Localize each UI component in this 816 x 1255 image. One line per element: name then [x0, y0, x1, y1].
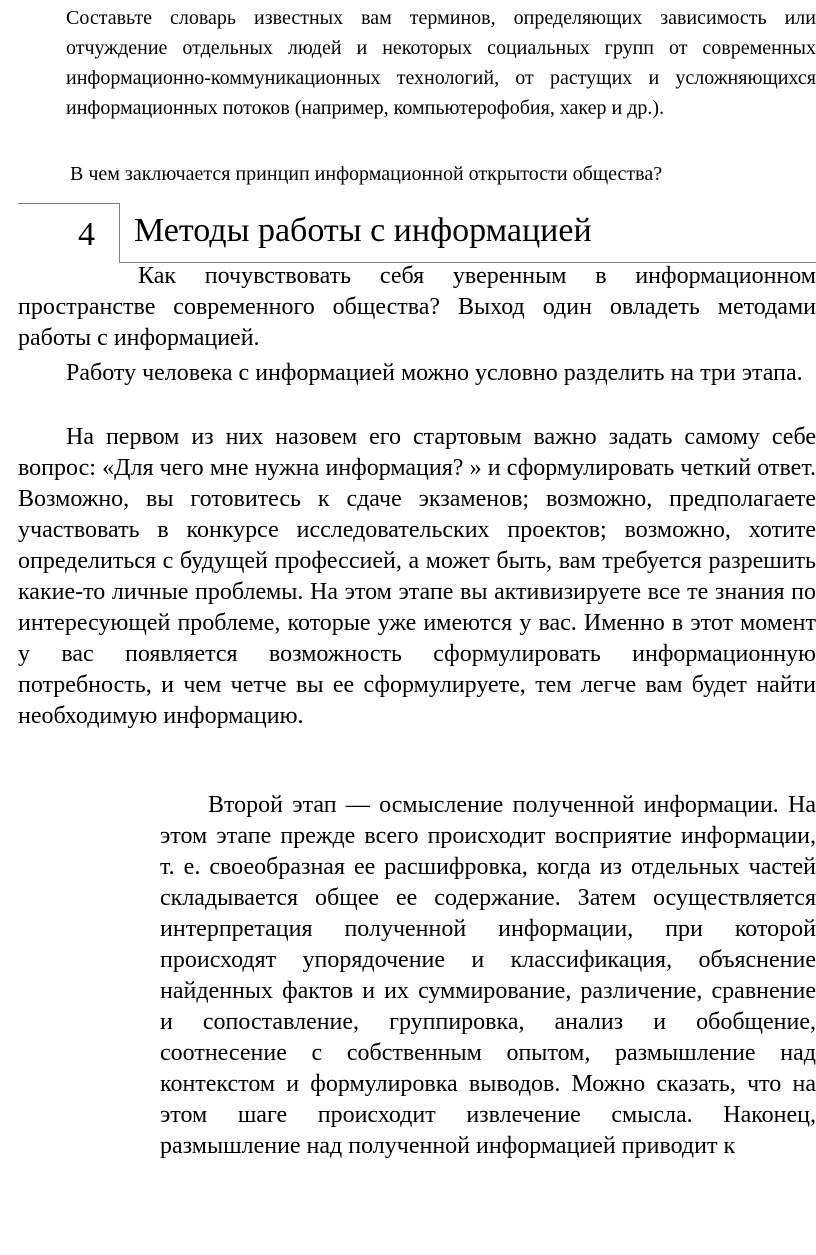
paragraph-text: На первом из них назовем его стартовым важно задать самому себе вопрос: «Для чего мне нужна информация? » и сформулировать четкий ответ. Возможно, вы готовитесь к сдаче экзаменов; возможно, предполагаете участвовать в конкурсе исследовательских проектов; возможно, хотите определиться с будущей профессией, а может быть, вам требуется разрешить какие-то личные проблемы. На этом этапе вы активизируете все те знания по интересующей проблеме, которые уже имеются у вас. Именно в этот момент у вас появляется возможность сформулировать информационную потребность, и чем четче вы ее сформулируете, тем легче вам будет найти необходимую информацию. [18, 424, 816, 729]
section-heading [18, 203, 816, 263]
heading-vertical-rule [119, 203, 120, 263]
paragraph-text: Работу человека с информацией можно условно разделить на три этапа. [66, 360, 803, 386]
paragraph-3 [18, 422, 816, 732]
question-paragraph: В чем заключается принцип информационной открытости общества? [70, 163, 663, 185]
task-paragraph: Составьте словарь известных вам терминов, определяющих зависимость или отчуждение отдельных людей и некоторых социальных групп от современных информационно-коммуникационных технологий, от растущих и усложняющихся информационных потоков (например, компьютерофобия, хакер и др.). [66, 7, 816, 119]
paragraph-2 [18, 358, 816, 389]
paragraph-text: Второй этап — осмысление полученной информации. На этом этапе прежде всего происходит восприятие информации, т. е. своеобразная ее расшифровка, когда из отдельных частей складывается общее ее содержание. Затем осуществляется интерпретация полученной информации, при которой происходят упорядочение и классификация, объяснение найденных фактов и их суммирование, различение, сравнение и сопоставление, группировка, анализ и обобщение, соотнесение с собственным опытом, размышление над контекстом и формулировка выводов. Можно сказать, что на этом шаге происходит извлечение смысла. Наконец, размышление над полученной информацией приводит к [160, 792, 816, 1159]
paragraph-4 [160, 790, 816, 1162]
section-number: 4 [78, 216, 95, 253]
paragraph-text: Как почувствовать себя уверенным в информационном пространстве современного общества? Выход один овладеть методами работы с информацией. [18, 263, 816, 351]
heading-top-rule [18, 203, 120, 204]
paragraph-1 [18, 261, 816, 354]
section-title: Методы работы с информацией [134, 212, 592, 249]
